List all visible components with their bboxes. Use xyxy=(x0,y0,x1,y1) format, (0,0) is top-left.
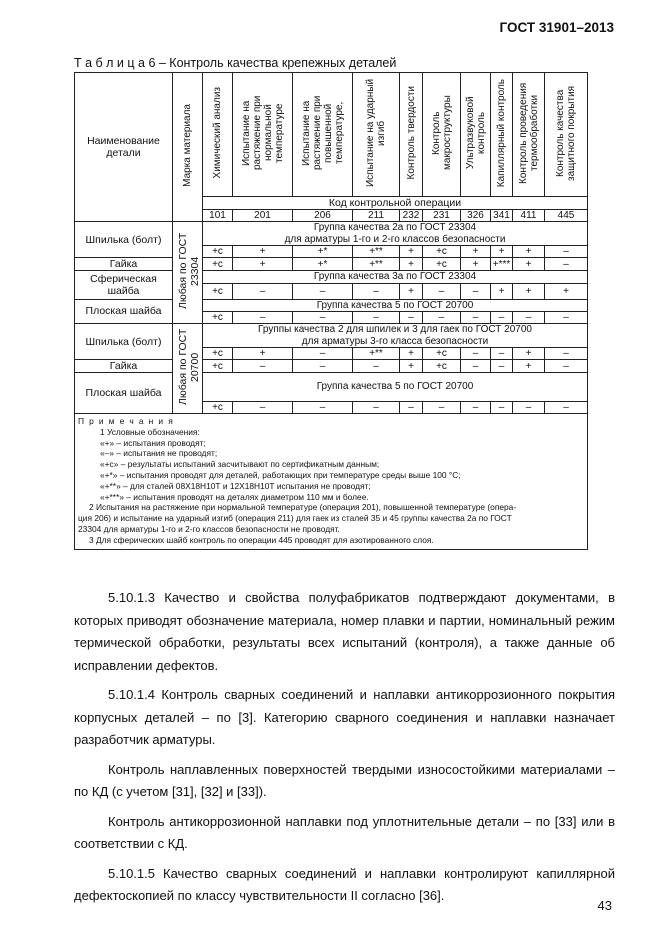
paragraph: Контроль антикоррозионной наплавки под уплотнительные детали – по [33] или в соответствии с КД. xyxy=(74,813,615,851)
note-2c: 23304 для арматуры 1-го и 2-го классов безопасности не проводят. xyxy=(78,523,340,534)
cell: – xyxy=(233,402,293,414)
cell: – xyxy=(353,360,400,373)
cell: + xyxy=(545,283,588,299)
col-header-op: Ультразвуковой контроль xyxy=(461,73,491,197)
cell: – xyxy=(545,348,588,360)
cell: – xyxy=(293,360,353,373)
cell: + xyxy=(400,258,423,271)
cell: – xyxy=(513,402,545,414)
cell: – xyxy=(233,312,293,324)
paragraph: 5.10.1.4 Контроль сварных соединений и наплавки антикоррозионного покрытия корпусных деталей – по [3]. Категорию сварного соединения и наплавки назначает разработчик арматуры. xyxy=(74,687,615,747)
cell: +с xyxy=(423,258,461,271)
note-1c: «+с» – результаты испытаний засчитывают по сертификатным данным; xyxy=(100,459,380,470)
cell: – xyxy=(400,312,423,324)
operation-code-header: Код контрольной операции xyxy=(203,197,588,210)
part-name: Шпилька (болт) xyxy=(75,324,173,360)
note-2a: 2 Испытания на растяжение при нормальной температуре (операция 201), повышенной температуре (опера- xyxy=(89,502,517,513)
cell: – xyxy=(293,402,353,414)
cell: +с xyxy=(203,312,233,324)
cell: – xyxy=(461,348,491,360)
op-code: 201 xyxy=(233,210,293,222)
note-1f: «+***» – испытания проводят на деталях диаметром 110 мм и более. xyxy=(100,491,369,502)
col-header-op: Капиллярный контроль xyxy=(491,73,513,197)
cell: – xyxy=(423,312,461,324)
note-2b: ция 206) и испытание на ударный изгиб (операция 211) для гаек из сталей 35 и 45 группы качества 2а по ГОСТ xyxy=(78,513,512,524)
cell: – xyxy=(491,402,513,414)
cell: – xyxy=(545,402,588,414)
col-header-op: Химический анализ xyxy=(203,73,233,197)
paragraph: 5.10.1.3 Качество и свойства полуфабрикатов подтверждают документами, в которых приводят обозначение материала, номер плавки и партии, номинальный режим термической обработки, результаты всех испытаний (контроля), а также данные об исправлении дефектов. xyxy=(74,590,615,673)
cell: – xyxy=(233,283,293,299)
cell: + xyxy=(400,360,423,373)
material-20700: Любая по ГОСТ 20700 xyxy=(173,324,203,414)
cell: – xyxy=(545,360,588,373)
op-code: 326 xyxy=(461,210,491,222)
cell: – xyxy=(461,402,491,414)
cell: – xyxy=(353,283,400,299)
note-1e: «+**» – для сталей 08Х18Н10Т и 12Х18Н10Т испытания не проводят; xyxy=(100,480,371,491)
cell: – xyxy=(293,312,353,324)
cell: + xyxy=(513,360,545,373)
cell: – xyxy=(461,360,491,373)
cell: – xyxy=(293,348,353,360)
op-code: 341 xyxy=(491,210,513,222)
cell: – xyxy=(233,360,293,373)
op-code: 206 xyxy=(293,210,353,222)
cell: – xyxy=(353,402,400,414)
cell: +с xyxy=(203,258,233,271)
cell: + xyxy=(233,246,293,258)
col-header-part-name: Наименование детали xyxy=(75,73,173,222)
cell: +* xyxy=(293,246,353,258)
quality-control-table xyxy=(74,72,588,550)
op-code: 231 xyxy=(423,210,461,222)
cell: – xyxy=(545,258,588,271)
cell: + xyxy=(233,348,293,360)
cell: + xyxy=(491,283,513,299)
note-3: 3 Для сферических шайб контроль по операции 445 проводят для азотированного слоя. xyxy=(89,534,434,545)
part-name: Гайка xyxy=(75,258,173,271)
op-code: 411 xyxy=(513,210,545,222)
paragraph: Контроль наплавленных поверхностей твердыми износостойкими материалами – по КД (с учетом [31], [32] и [33]). xyxy=(74,761,615,799)
cell: – xyxy=(491,348,513,360)
cell: +с xyxy=(423,348,461,360)
cell: – xyxy=(513,312,545,324)
cell: + xyxy=(400,348,423,360)
cell: + xyxy=(400,246,423,258)
cell: – xyxy=(491,312,513,324)
page-number: 43 xyxy=(597,898,612,913)
cell: +с xyxy=(203,348,233,360)
cell: – xyxy=(400,402,423,414)
op-code: 232 xyxy=(400,210,423,222)
cell: – xyxy=(423,283,461,299)
cell: – xyxy=(491,360,513,373)
paragraph: 5.10.1.5 Качество сварных соединений и наплавки контролируют капиллярной дефектоскопией по классу чувствительности II согласно [36]. xyxy=(74,865,615,903)
cell: +** xyxy=(353,258,400,271)
table-caption: Т а б л и ц а 6 – Контроль качества крепежных деталей xyxy=(74,56,397,70)
cell: – xyxy=(461,283,491,299)
note-1: 1 Условные обозначения: xyxy=(100,426,200,437)
cell: +с xyxy=(203,283,233,299)
quality-group: Группы качества 2 для шпилек и 3 для гаек по ГОСТ 20700 для арматуры 3-го класса безопасности xyxy=(203,324,588,348)
note-1b: «–» – испытания не проводят; xyxy=(100,448,218,459)
cell: +с xyxy=(423,246,461,258)
cell: + xyxy=(491,246,513,258)
part-name: Шпилька (болт) xyxy=(75,222,173,258)
quality-group: Группа качества 2а по ГОСТ 23304 для арматуры 1-го и 2-го классов безопасности xyxy=(203,222,588,246)
table-notes xyxy=(75,414,588,550)
cell: +с xyxy=(203,360,233,373)
quality-group: Группа качества 5 по ГОСТ 20700 xyxy=(203,299,588,312)
material-23304: Любая по ГОСТ 23304 xyxy=(173,222,203,324)
cell: +*** xyxy=(491,258,513,271)
cell: – xyxy=(293,283,353,299)
cell: + xyxy=(233,258,293,271)
quality-group: Группа качества 3а по ГОСТ 23304 xyxy=(203,271,588,284)
cell: + xyxy=(461,246,491,258)
part-name: Плоская шайба xyxy=(75,299,173,324)
cell: – xyxy=(461,312,491,324)
cell: +с xyxy=(423,360,461,373)
part-name: Плоская шайба xyxy=(75,373,173,414)
cell: – xyxy=(545,246,588,258)
part-name: Гайка xyxy=(75,360,173,373)
cell: + xyxy=(400,283,423,299)
col-header-op: Контроль качества защитного покрытия xyxy=(545,73,588,197)
cell: +* xyxy=(293,258,353,271)
cell: + xyxy=(461,258,491,271)
cell: +** xyxy=(353,348,400,360)
col-header-op: Испытание на растяжение при повышенной температуре, xyxy=(293,73,353,197)
col-header-op: Контроль твердости xyxy=(400,73,423,197)
cell: + xyxy=(513,258,545,271)
op-code: 211 xyxy=(353,210,400,222)
cell: +с xyxy=(203,246,233,258)
col-header-material: Марка материала xyxy=(173,73,203,222)
note-1a: «+» – испытания проводят; xyxy=(100,437,206,448)
col-header-op: Контроль проведения термообработки xyxy=(513,73,545,197)
op-code: 445 xyxy=(545,210,588,222)
cell: – xyxy=(545,312,588,324)
quality-group: Группа качества 5 по ГОСТ 20700 xyxy=(203,373,588,402)
cell: +с xyxy=(203,402,233,414)
part-name: Сферическая шайба xyxy=(75,271,173,300)
body-text xyxy=(74,587,615,915)
notes-title: П р и м е ч а н и я xyxy=(78,416,175,426)
note-1d: «+*» – испытания проводят для деталей, работающих при температуре среды выше 100 °С; xyxy=(100,469,461,480)
cell: – xyxy=(353,312,400,324)
document-id: ГОСТ 31901–2013 xyxy=(499,20,614,35)
cell: + xyxy=(513,283,545,299)
cell: + xyxy=(513,348,545,360)
cell: +** xyxy=(353,246,400,258)
col-header-op: Испытание на ударный изгиб xyxy=(353,73,400,197)
cell: + xyxy=(513,246,545,258)
col-header-op: Испытание на растяжение при нормальной температуре xyxy=(233,73,293,197)
op-code: 101 xyxy=(203,210,233,222)
cell: – xyxy=(423,402,461,414)
col-header-op: Контроль макроструктуры xyxy=(423,73,461,197)
